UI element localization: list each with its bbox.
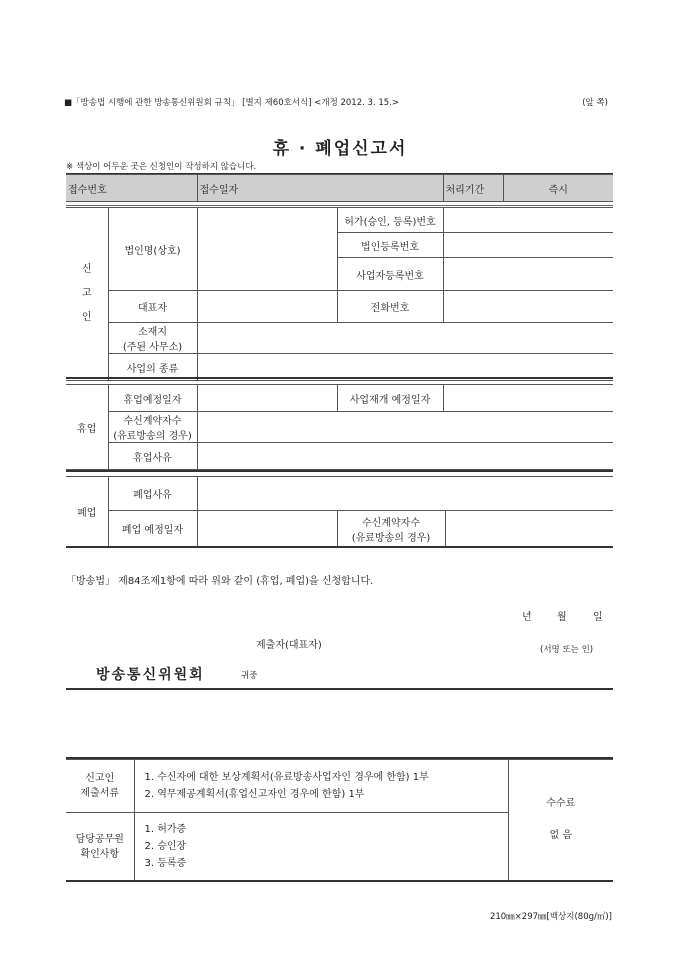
fee-label: 수수료 — [546, 798, 576, 809]
closure-planned-date-field[interactable] — [197, 511, 337, 547]
closure-subscribers-label: 수신계약자수 (유료방송의 경우) — [337, 511, 445, 547]
license-no-label: 허가(승인, 등록)번호 — [337, 208, 443, 233]
document-title: 휴 · 폐업신고서 — [272, 139, 408, 159]
suspension-section-label: 휴업 — [66, 385, 108, 470]
processing-period-value: 즉시 — [503, 175, 613, 202]
suspension-reason-field[interactable] — [197, 443, 613, 470]
fee-value: 없 음 — [549, 830, 572, 841]
list-item: 1. 허가증 — [144, 824, 187, 835]
applicant-section-label: 신 고 인 — [66, 208, 108, 381]
list-item: 3. 등록증 — [144, 858, 187, 869]
receipt-number-label: 접수번호 — [66, 175, 197, 202]
applicant-table — [66, 207, 613, 381]
rule-reference: ■「방송법 시행에 관한 방송통신위원회 규칙」 [별지 제60호서식] <개정 2012. 3. 15.> — [64, 98, 399, 108]
corp-name-label: 법인명(상호) — [108, 208, 197, 291]
resume-date-field[interactable] — [443, 385, 613, 412]
attachments-bottom-rule — [66, 880, 613, 882]
section-rule — [66, 377, 613, 379]
list-item: 2. 역무제공계획서(휴업신고자인 경우에 한함) 1부 — [144, 789, 365, 800]
recipient-organization: 방송통신위원회 — [96, 667, 205, 683]
receipt-table — [66, 174, 613, 202]
signature-rule — [66, 688, 613, 690]
corp-name-field[interactable] — [197, 208, 337, 291]
closure-reason-label: 폐업사유 — [108, 477, 197, 511]
biz-reg-no-field[interactable] — [443, 258, 613, 291]
submitter-label: 제출자(대표자) — [256, 640, 322, 651]
applicant-docs-list — [134, 760, 508, 813]
application-statement: 「방송법」 제84조제1항에 따라 위와 같이 (휴업, 폐업)을 신청합니다. — [66, 576, 374, 587]
address-field[interactable] — [197, 323, 613, 354]
date-month: 월 — [557, 612, 567, 623]
suspension-planned-date-field[interactable] — [197, 385, 337, 412]
applicant-docs-label: 신고인 제출서류 — [66, 760, 134, 813]
attachments-table — [66, 759, 613, 881]
closure-subscribers-field[interactable] — [445, 511, 613, 547]
official-check-list — [134, 813, 508, 881]
phone-field[interactable] — [443, 291, 613, 323]
resume-date-label: 사업재개 예정일자 — [337, 385, 443, 412]
closure-table — [66, 476, 613, 547]
corp-reg-no-label: 법인등록번호 — [337, 233, 443, 258]
divider — [66, 205, 613, 206]
representative-label: 대표자 — [108, 291, 197, 323]
biz-reg-no-label: 사업자등록번호 — [337, 258, 443, 291]
signature-label: (서명 또는 인) — [540, 645, 594, 655]
closure-section-label: 폐업 — [66, 477, 108, 547]
suspension-reason-label: 휴업사유 — [108, 443, 197, 470]
suspension-planned-date-label: 휴업예정일자 — [108, 385, 197, 412]
official-check-label: 담당공무원 확인사항 — [66, 813, 134, 881]
shaded-area-note: ※ 색상이 어두운 곳은 신청인이 작성하지 않습니다. — [66, 162, 257, 172]
receipt-date-label: 접수일자 — [197, 175, 443, 202]
section-rule — [66, 546, 613, 548]
fee-cell — [508, 760, 613, 881]
suspension-subscribers-field[interactable] — [197, 412, 613, 443]
honorific: 귀중 — [241, 671, 258, 681]
closure-reason-field[interactable] — [197, 477, 613, 511]
list-item: 1. 수신자에 대한 보상계획서(유료방송사업자인 경우에 한함) 1부 — [144, 772, 429, 783]
representative-field[interactable] — [197, 291, 337, 323]
list-item: 2. 승인장 — [144, 841, 187, 852]
license-no-field[interactable] — [443, 208, 613, 233]
biz-type-label: 사업의 종류 — [108, 354, 197, 381]
processing-period-label: 처리기간 — [443, 175, 503, 202]
address-label: 소재지 (주된 사무소) — [108, 323, 197, 354]
date-year: 년 — [522, 612, 532, 623]
paper-spec: 210㎜×297㎜[백상지(80g/㎡)] — [489, 912, 612, 922]
date-day: 일 — [593, 612, 603, 623]
suspension-table — [66, 384, 613, 470]
closure-planned-date-label: 폐업 예정일자 — [108, 511, 197, 547]
section-rule — [66, 470, 613, 472]
suspension-subscribers-label: 수신계약자수 (유료방송의 경우) — [108, 412, 197, 443]
page-side: (앞 쪽) — [582, 98, 608, 108]
corp-reg-no-field[interactable] — [443, 233, 613, 258]
phone-label: 전화번호 — [337, 291, 443, 323]
